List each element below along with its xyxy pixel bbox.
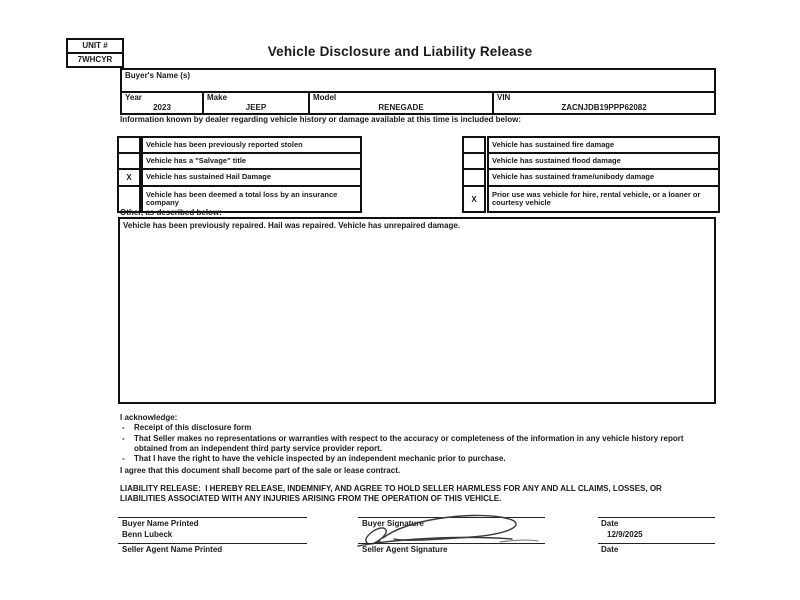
right-checkbox-column <box>462 136 486 213</box>
model-cell <box>308 93 492 113</box>
checkbox-fire-damage[interactable] <box>464 138 484 154</box>
checkbox-frame-damage[interactable] <box>464 170 484 187</box>
liability-release-text: LIABILITY RELEASE: I HEREBY RELEASE, INDEMNIFY, AND AGREE TO HOLD SELLER HARMLESS FOR ANY AND ALL CLAIMS, LOSSES, OR LIABILITIES ASSOCIATED WITH ANY INJURIES ARISING FROM THE OPERATION OF THIS VEHICLE. <box>120 484 665 504</box>
unit-number-label: UNIT # <box>68 40 122 54</box>
statement-hail-damage: Vehicle has sustained Hail Damage <box>143 170 360 187</box>
seller-date-line[interactable] <box>598 543 715 544</box>
acknowledgment-heading: I acknowledge: <box>120 413 178 422</box>
seller-date-label: Date <box>601 545 619 554</box>
acknowledgment-item-text: That I have the right to have the vehicle inspected by an independent mechanic prior to purchase. <box>134 454 506 464</box>
statement-prior-use: Prior use was vehicle for hire, rental vehicle, or a loaner or courtesy vehicle <box>492 189 701 207</box>
buyer-name-row <box>122 70 714 93</box>
page-title: Vehicle Disclosure and Liability Release <box>267 44 533 59</box>
vin-value: ZACNJDB19PPP62082 <box>561 103 647 112</box>
left-checkbox-column <box>117 136 141 213</box>
buyer-name-line[interactable] <box>118 517 307 518</box>
buyer-date-label: Date <box>601 519 619 528</box>
make-cell <box>202 93 308 113</box>
buyer-date-line[interactable] <box>598 517 715 518</box>
vin-label: VIN <box>497 93 511 102</box>
year-cell <box>122 93 202 113</box>
bullet-dash: - <box>122 433 125 443</box>
seller-agent-name-printed-label: Seller Agent Name Printed <box>122 545 223 554</box>
seller-name-line[interactable] <box>118 543 307 544</box>
seller-agent-name-value[interactable]: Benn Lubeck <box>122 530 173 539</box>
statement-total-loss: Vehicle has been deemed a total loss by an insurance company <box>146 189 338 207</box>
checkbox-salvage-title[interactable] <box>119 154 139 170</box>
make-label: Make <box>207 93 228 102</box>
other-section-label: Other, as described below: <box>120 208 222 217</box>
checkbox-prior-use[interactable]: X <box>471 194 477 204</box>
vehicle-detail-row <box>122 93 714 113</box>
buyer-name-label: Buyer's Name (s) <box>125 71 191 80</box>
acknowledgment-item <box>120 434 686 455</box>
statement-salvage-title: Vehicle has a "Salvage" title <box>143 154 360 170</box>
seller-agent-signature-label: Seller Agent Signature <box>362 545 448 554</box>
buyer-signature-label: Buyer Signature <box>362 519 424 528</box>
vehicle-info-table <box>120 68 716 115</box>
unit-number-value: 7WHCYR <box>77 55 113 64</box>
year-label: Year <box>125 93 142 102</box>
other-description-field[interactable]: Vehicle has been previously repaired. Hail was repaired. Vehicle has unrepaired damage. <box>118 217 716 404</box>
checkbox-stolen[interactable] <box>119 138 139 154</box>
dealer-info-line: Information known by dealer regarding vehicle history or damage available at this time is included below: <box>120 115 521 124</box>
seller-signature-line[interactable] <box>358 543 545 544</box>
acknowledgment-item-text: That Seller makes no representations or warranties with respect to the accuracy or completeness of the information in any vehicle history report obtained from an independent third party service provider report. <box>134 433 684 453</box>
agree-line: I agree that this document shall become part of the sale or lease contract. <box>120 466 401 475</box>
acknowledgment-item-text: Receipt of this disclosure form <box>134 423 252 433</box>
vin-cell <box>492 93 714 113</box>
buyer-name-printed-label: Buyer Name Printed <box>122 519 199 528</box>
bullet-dash: - <box>122 454 125 464</box>
seller-date-value[interactable]: 12/9/2025 <box>607 530 643 539</box>
statement-fire-damage: Vehicle has sustained fire damage <box>489 138 718 154</box>
model-value: RENEGADE <box>378 103 424 112</box>
checkbox-flood-damage[interactable] <box>464 154 484 170</box>
checkbox-hail-damage[interactable]: X <box>119 170 139 187</box>
acknowledgment-block <box>120 413 686 464</box>
year-value: 2023 <box>153 103 171 112</box>
acknowledgment-item <box>120 454 686 464</box>
model-label: Model <box>313 93 337 102</box>
statement-stolen: Vehicle has been previously reported stolen <box>143 138 360 154</box>
bullet-dash: - <box>122 423 125 433</box>
make-value: JEEP <box>245 103 267 112</box>
statement-frame-damage: Vehicle has sustained frame/unibody damage <box>489 170 718 187</box>
acknowledgment-item <box>120 423 686 433</box>
statement-flood-damage: Vehicle has sustained flood damage <box>489 154 718 170</box>
right-disclosure-statements <box>487 136 720 213</box>
left-disclosure-statements <box>141 136 362 213</box>
